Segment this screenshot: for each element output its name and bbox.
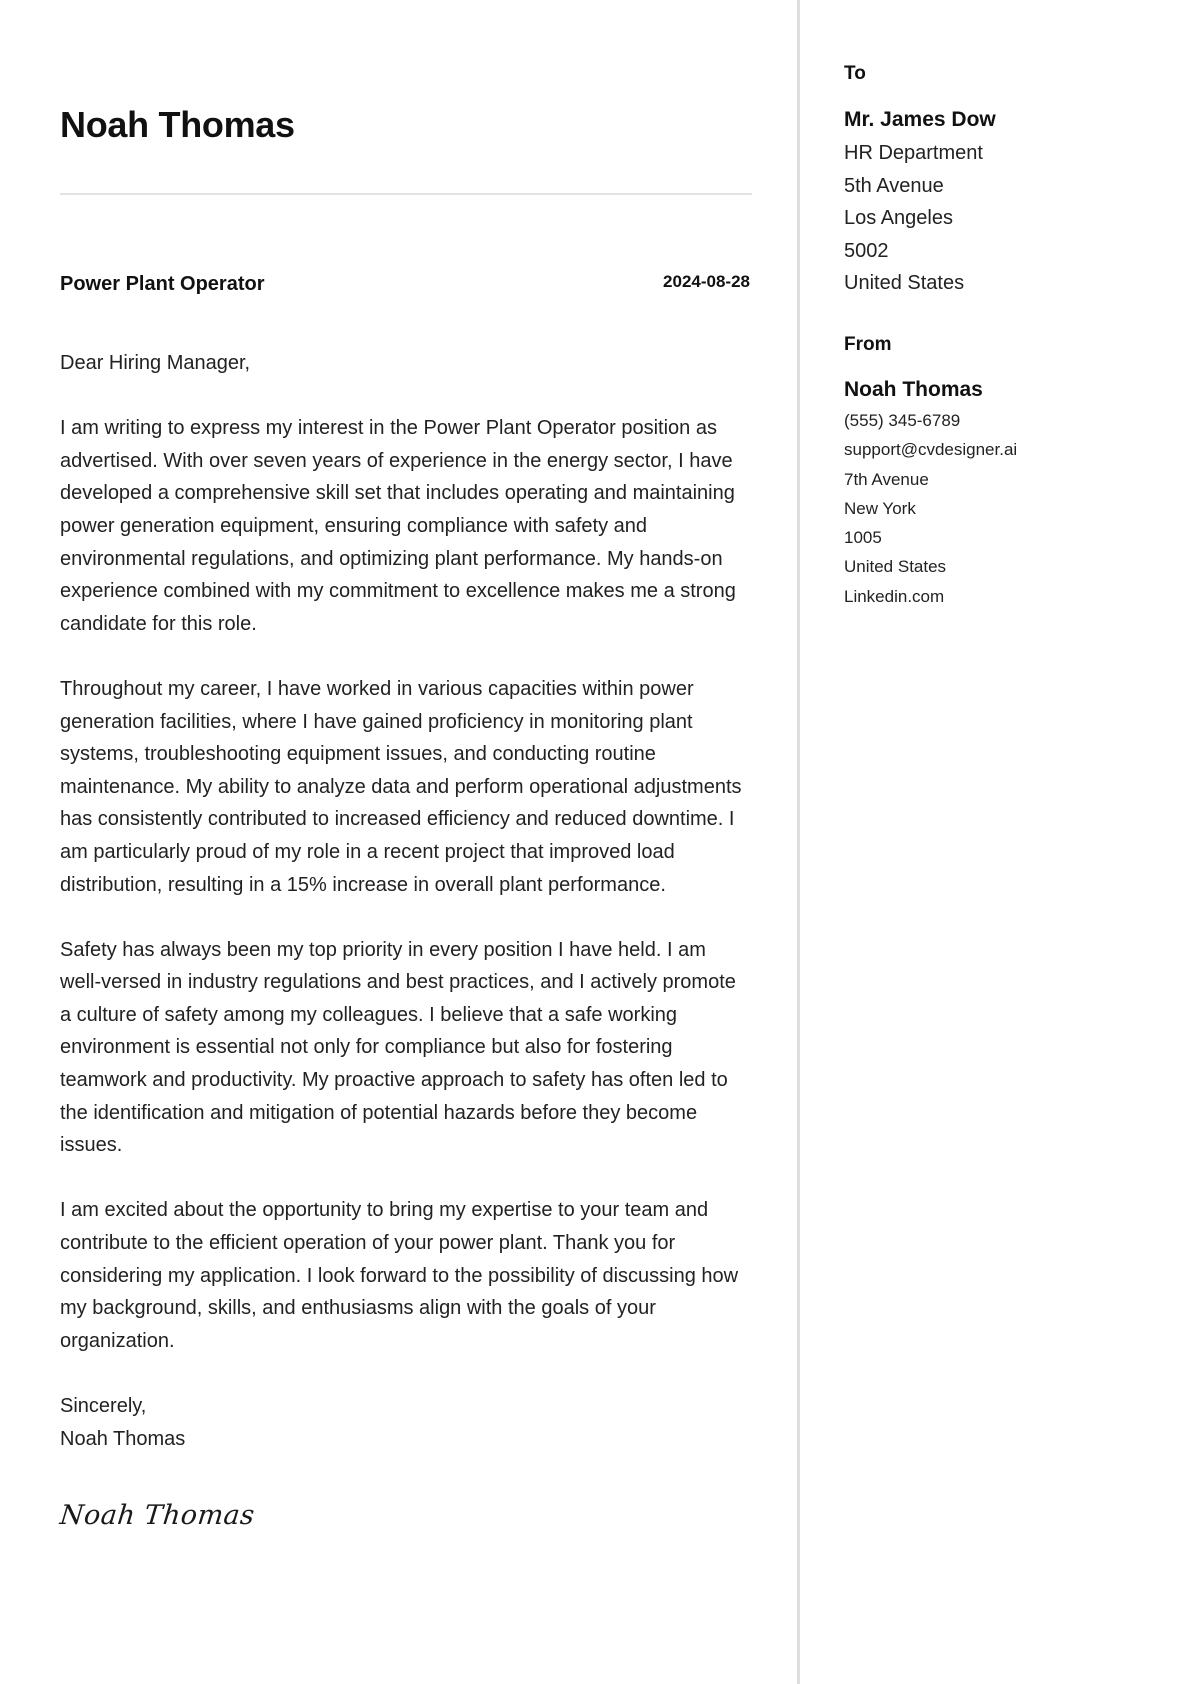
from-heading: From — [844, 334, 892, 355]
recipient-line: 5002 — [844, 239, 889, 262]
letter-paragraph: I am writing to express my interest in the Power Plant Operator position as advertised. With over seven years of experience in the energy sector, I have developed a comprehensive skill set that includes operating and maintaining power generation equipment, ensuring compliance with safety and environmental regulations, and optimizing plant performance. My hands-on experience combined with my commitment to excellence makes me a strong candidate for this role. — [60, 417, 736, 635]
column-divider — [797, 0, 800, 1684]
applicant-name: Noah Thomas — [60, 104, 295, 145]
sender-contact — [844, 406, 1017, 611]
recipient-line: 5th Avenue — [844, 174, 944, 197]
sender-street: 7th Avenue — [844, 469, 929, 489]
letter-body — [60, 347, 752, 1455]
recipient-address — [844, 137, 983, 300]
recipient-line: HR Department — [844, 142, 983, 164]
recipient-line: United States — [844, 272, 965, 295]
job-title: Power Plant Operator — [60, 273, 265, 295]
sender-country: United States — [844, 557, 947, 577]
sender-phone: (555) 345-6789 — [844, 411, 961, 430]
sender-postcode: 1005 — [844, 528, 882, 548]
to-heading: To — [844, 63, 866, 84]
signature: Noah Thomas — [58, 1500, 257, 1531]
letter-date: 2024-08-28 — [663, 272, 750, 291]
sender-linkedin: Linkedin.com — [844, 586, 945, 606]
closing-name: Noah Thomas — [60, 1427, 186, 1450]
recipient-name: Mr. James Dow — [844, 108, 996, 131]
sender-city: New York — [844, 498, 916, 518]
closing: Sincerely, — [60, 1395, 147, 1417]
sender-email: support@cvdesigner.ai — [844, 440, 1018, 460]
recipient-line: Los Angeles — [844, 207, 953, 230]
letter-paragraph: Safety has always been my top priority in every position I have held. I am well-versed in industry regulations and best practices, and I actively promote a culture of safety among my colleagues. I believe that a safe working environment is essential not only for compliance but also for fostering teamwork and productivity. My proactive approach to safety has often led to the identification and mitigation of potential hazards before they become issues. — [60, 938, 736, 1157]
letter-paragraph: I am excited about the opportunity to bring my expertise to your team and contribute to the efficient operation of your power plant. Thank you for considering my application. I look forward to the possibility of discussing how my background, skills, and enthusiasms align with the goals of your organization. — [60, 1199, 739, 1352]
letter-paragraph: Throughout my career, I have worked in various capacities within power generation facilities, where I have gained proficiency in monitoring plant systems, troubleshooting equipment issues, and conducting routine maintenance. My ability to analyze data and perform operational adjustments has consistently contributed to increased efficiency and reduced downtime. I am particularly proud of my role in a recent project that improved load distribution, resulting in a 15% increase in overall plant performance. — [60, 677, 742, 896]
greeting: Dear Hiring Manager, — [60, 352, 251, 374]
header-divider — [60, 193, 752, 195]
sender-name: Noah Thomas — [844, 378, 983, 401]
